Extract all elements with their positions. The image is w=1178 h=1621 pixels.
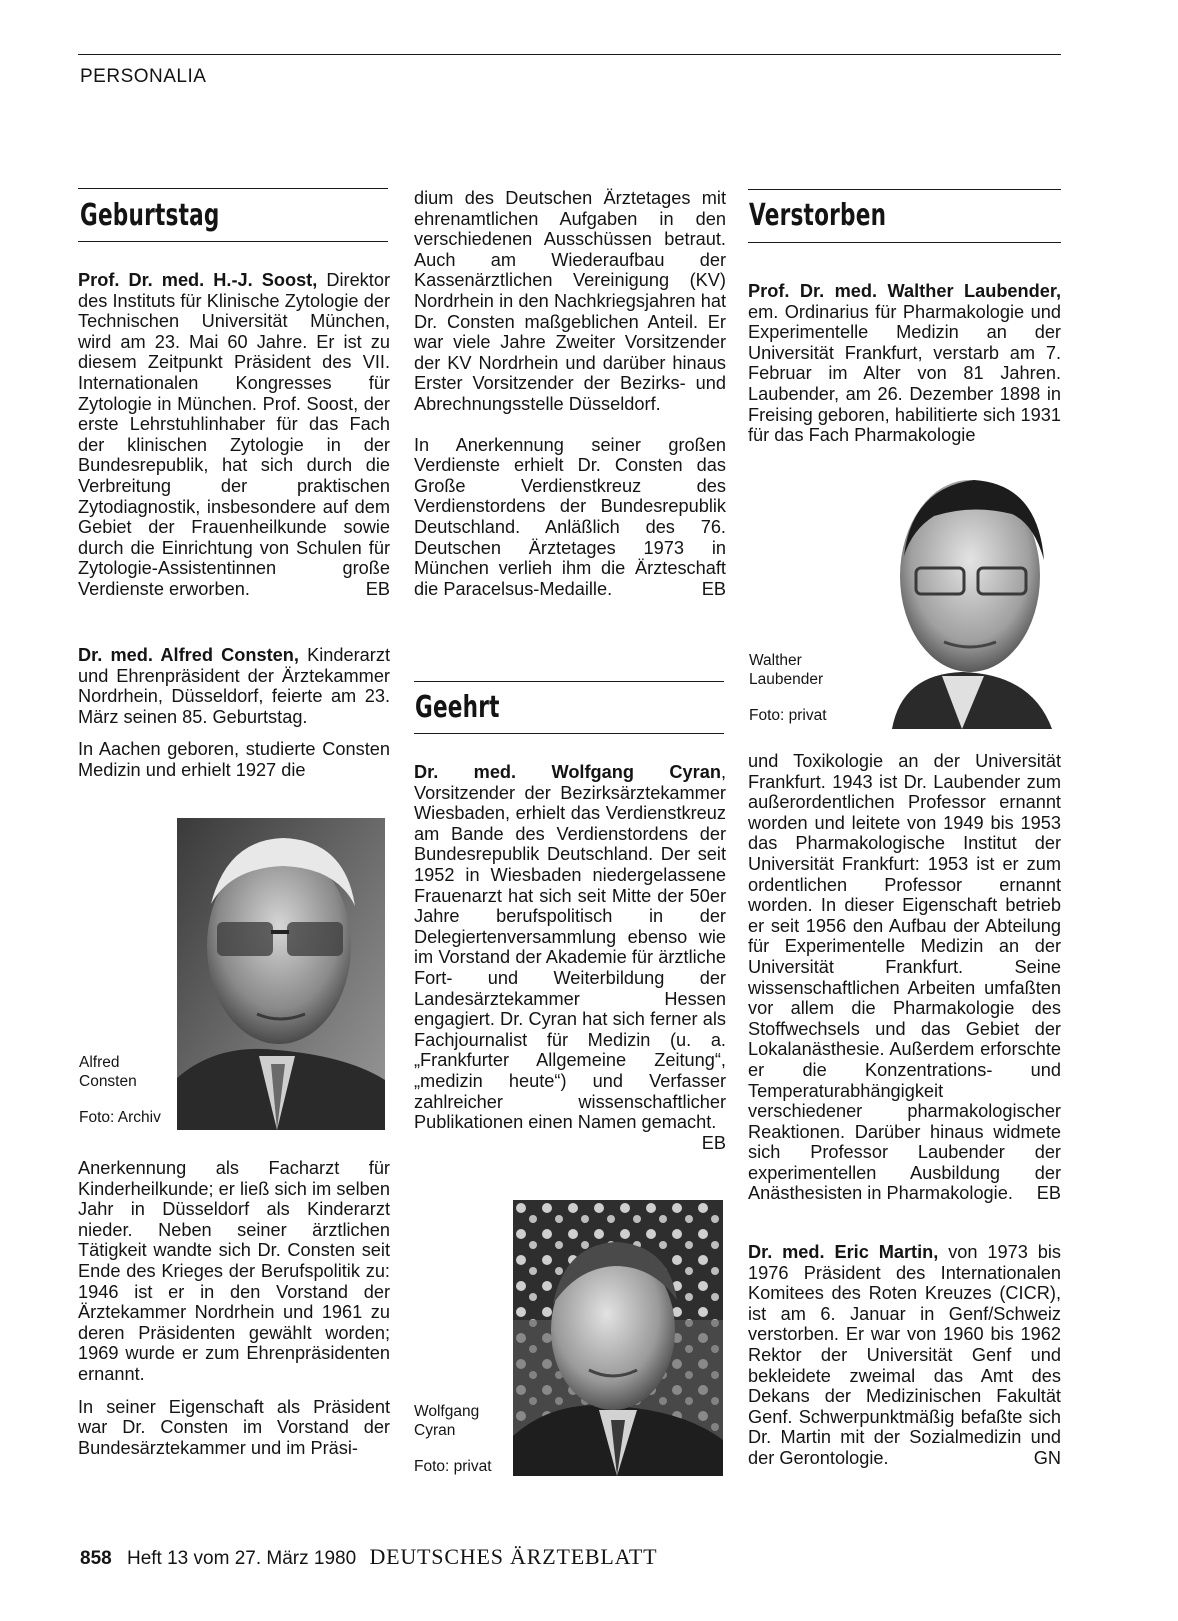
consten-photo xyxy=(177,818,385,1130)
cyran-caption-credit: Foto: privat xyxy=(414,1458,492,1475)
consten-article-cont xyxy=(78,1158,390,1470)
cyran-name: Dr. med. Wolfgang Cyran xyxy=(414,762,721,782)
cyran-photo xyxy=(513,1200,723,1476)
geehrt-heading: Geehrt xyxy=(415,690,500,725)
verstorben-heading: Verstorben xyxy=(749,198,887,233)
consten-caption-name-2: Consten xyxy=(79,1073,137,1090)
consten-caption xyxy=(79,1053,175,1127)
martin-signature: GN xyxy=(1033,1447,1061,1468)
cyran-paragraph xyxy=(414,762,726,1153)
laubender-paragraph-2-text: und Toxikologie an der Universität Frankfurt. 1943 ist Dr. Laubender zum außerordentlichen Professor ernannt worden und leitete von 1949 bis 1953 das Pharmakologische Institut der Universität Frankfurt: 1953 ist er zum ordentlichen Professor ernannt worden. In dieser Eigenschaft betrieb er seit 1956 den Aufbau der Abteilung für Experimentelle Medizin an der Universität Frankfurt. Seine wissenschaftlichen Arbeiten umfaßten vor allem die Pharmakologie des Stoffwechsels und das Gebiet der Lokalanästhesie. Außerdem erforschte er die Konzentrations- und Temperaturabhängigkeit verschiedener pharmakologischer Reaktionen. Darüber hinaus widmete sich Professor Laubender der experimentellen Ausbildung der Anästhesisten in Pharmakologie. xyxy=(748,751,1061,1204)
consten-paragraph-5: dium des Deutschen Ärztetages mit ehrenamtlichen Aufgaben in den verschiedenen Ausschüssen betraut. Auch am Wiederaufbau der Kassenärztlichen Vereinigung (KV) Nordrhein in den Nachkriegsjahren hat Dr. Consten maßgeblichen Anteil. Er war viele Jahre Zweiter Vorsitzender der KV Nordrhein und darüber hinaus Erster Vorsitzender der Bezirks- und Abrechnungsstelle Düsseldorf. xyxy=(414,188,726,414)
soost-paragraph xyxy=(78,270,390,600)
martin-paragraph xyxy=(748,1242,1061,1469)
cyran-caption xyxy=(414,1402,510,1476)
verstorben-rule-bottom xyxy=(748,242,1061,243)
consten-article xyxy=(78,645,390,793)
martin-article xyxy=(748,1242,1061,1481)
geehrt-rule-bottom xyxy=(414,733,724,734)
header-rule xyxy=(78,54,1061,55)
cyran-caption-name-1: Wolfgang xyxy=(414,1403,480,1420)
geburtstag-rule-top xyxy=(78,188,388,189)
consten-article-middle xyxy=(414,188,726,611)
verstorben-rule-top xyxy=(748,189,1061,190)
soost-text: Direktor des Instituts für Klinische Zytologie der Technischen Universität München, wird am 23. Mai 60 Jahre. Er ist zu diesem Zeitpunkt Präsident des VII. Internationalen Kongresses für Zytologie in München. Prof. Soost, der erste Lehrstuhlinhaber für das Fach der klinischen Zytologie in der Bundesrepublik, hat sich durch die Verbreitung der praktischen Zytodiagnostik, insbesondere auf dem Gebiet der Frauenheilkunde sowie durch die Einrichtung von Schulen für Zytologie-Assistentinnen große Verdienste erworben. xyxy=(78,270,391,599)
laubender-name: Prof. Dr. med. Walther Laubender, xyxy=(748,281,1061,301)
consten-paragraph-3: Anerkennung als Facharzt für Kinderheilkunde; er ließ sich im selben Jahr in Düsseldorf als Kinderarzt nieder. Neben seiner ärztlichen Tätigkeit wandte sich Dr. Consten seit Ende des Krieges der Berufspolitik zu: 1946 ist er in den Vorstand der Ärztekammer Nordrhein und 1961 zu deren Präsidenten gewählt worden; 1969 wurde er zum Ehrenpräsidenten ernannt. xyxy=(78,1158,390,1384)
cyran-caption-name-2: Cyran xyxy=(414,1422,456,1439)
laubender-caption-name-2: Laubender xyxy=(749,671,824,688)
consten-paragraph-6 xyxy=(414,435,726,600)
soost-article xyxy=(78,270,390,612)
soost-name: Prof. Dr. med. H.-J. Soost, xyxy=(78,270,318,290)
consten-text: Kinderarzt und Ehrenpräsident der Ärztekammer Nordrhein, Düsseldorf, feierte am 23. März seinen 85. Geburtstag. xyxy=(78,645,390,727)
laubender-photo xyxy=(862,464,1062,729)
geehrt-rule-top xyxy=(414,681,724,682)
cyran-signature: EB xyxy=(701,1132,726,1153)
consten-name: Dr. med. Alfred Consten, xyxy=(78,645,299,665)
consten-paragraph-6-text: In Anerkennung seiner großen Verdienste erhielt Dr. Consten das Große Verdienstkreuz des Verdienstordens der Bundesrepublik Deutschland. Anläßlich des 76. Deutschen Ärztetages 1973 in München verlieh ihm die Ärzteschaft die Paracelsus-Medaille. xyxy=(414,434,726,599)
issue-info: Heft 13 vom 27. März 1980 xyxy=(126,1548,357,1569)
laubender-paragraph-2 xyxy=(748,751,1061,1204)
soost-signature: EB xyxy=(365,578,390,599)
laubender-caption-name-1: Walther xyxy=(749,652,802,669)
consten-caption-credit: Foto: Archiv xyxy=(79,1109,161,1126)
masthead: DEUTSCHES ÄRZTEBLATT xyxy=(369,1544,658,1569)
martin-text: von 1973 bis 1976 Präsident des Internationalen Komitees des Roten Kreuzes (CICR), ist am 6. Januar in Genf/Schweiz verstorben. Er war von 1960 bis 1962 Rektor der Universität Genf und bekleidete zweimal das Amt des Dekans der Medizinischen Fakultät Genf. Schwerpunktmäßig befaßte sich Dr. Martin mit der Sozialmedizin und der Gerontologie. xyxy=(748,1242,1061,1468)
consten-signature: EB xyxy=(701,578,726,599)
laubender-text: em. Ordinarius für Pharmakologie und Experimentelle Medizin an der Universität Frankfurt, verstarb am 7. Februar im Alter von 81 Jahren. Laubender, am 26. Dezember 1898 in Freising geboren, habilitierte sich 1931 für das Fach Pharmakologie xyxy=(748,301,1061,446)
consten-paragraph-1 xyxy=(78,645,390,727)
martin-name: Dr. med. Eric Martin, xyxy=(748,1242,939,1262)
cyran-text: , Vorsitzender der Bezirksärztekammer Wiesbaden, erhielt das Verdienstkreuz am Bande des Verdienstordens der Bundesrepublik Deutschland. Der seit 1952 in Wiesbaden niedergelassene Frauenarzt hat sich seit Mitte der 50er Jahre berufspolitisch in der Delegiertenversammlung ebenso wie im Vorstand der Akademie für ärztliche Fort- und Weiterbildung der Landesärztekammer Hessen engagiert. Dr. Cyran hat sich ferner als Fachjournalist für Medizin (u. a. „Frankfurter Allgemeine Zeitung“, „medizin heute“) und Verfasser zahlreicher wissenschaftlicher Publikationen einen Namen gemacht. xyxy=(414,762,726,1133)
laubender-article-cont xyxy=(748,751,1061,1216)
page-footer xyxy=(80,1544,657,1570)
cyran-article xyxy=(414,762,726,1153)
laubender-caption xyxy=(749,651,859,725)
laubender-article xyxy=(748,281,1061,458)
page-number: 858 xyxy=(80,1548,112,1569)
laubender-signature: EB xyxy=(1036,1183,1061,1204)
laubender-caption-credit: Foto: privat xyxy=(749,707,827,724)
consten-paragraph-4: In seiner Eigenschaft als Präsident war Dr. Consten im Vorstand der Bundesärztekammer und im Präsi- xyxy=(78,1396,390,1458)
geburtstag-heading: Geburtstag xyxy=(80,198,220,233)
consten-caption-name-1: Alfred xyxy=(79,1054,120,1071)
section-kicker: PERSONALIA xyxy=(80,66,207,87)
geburtstag-rule-bottom xyxy=(78,241,388,242)
consten-paragraph-2: In Aachen geboren, studierte Consten Medizin und erhielt 1927 die xyxy=(78,739,390,780)
laubender-paragraph-1 xyxy=(748,281,1061,446)
